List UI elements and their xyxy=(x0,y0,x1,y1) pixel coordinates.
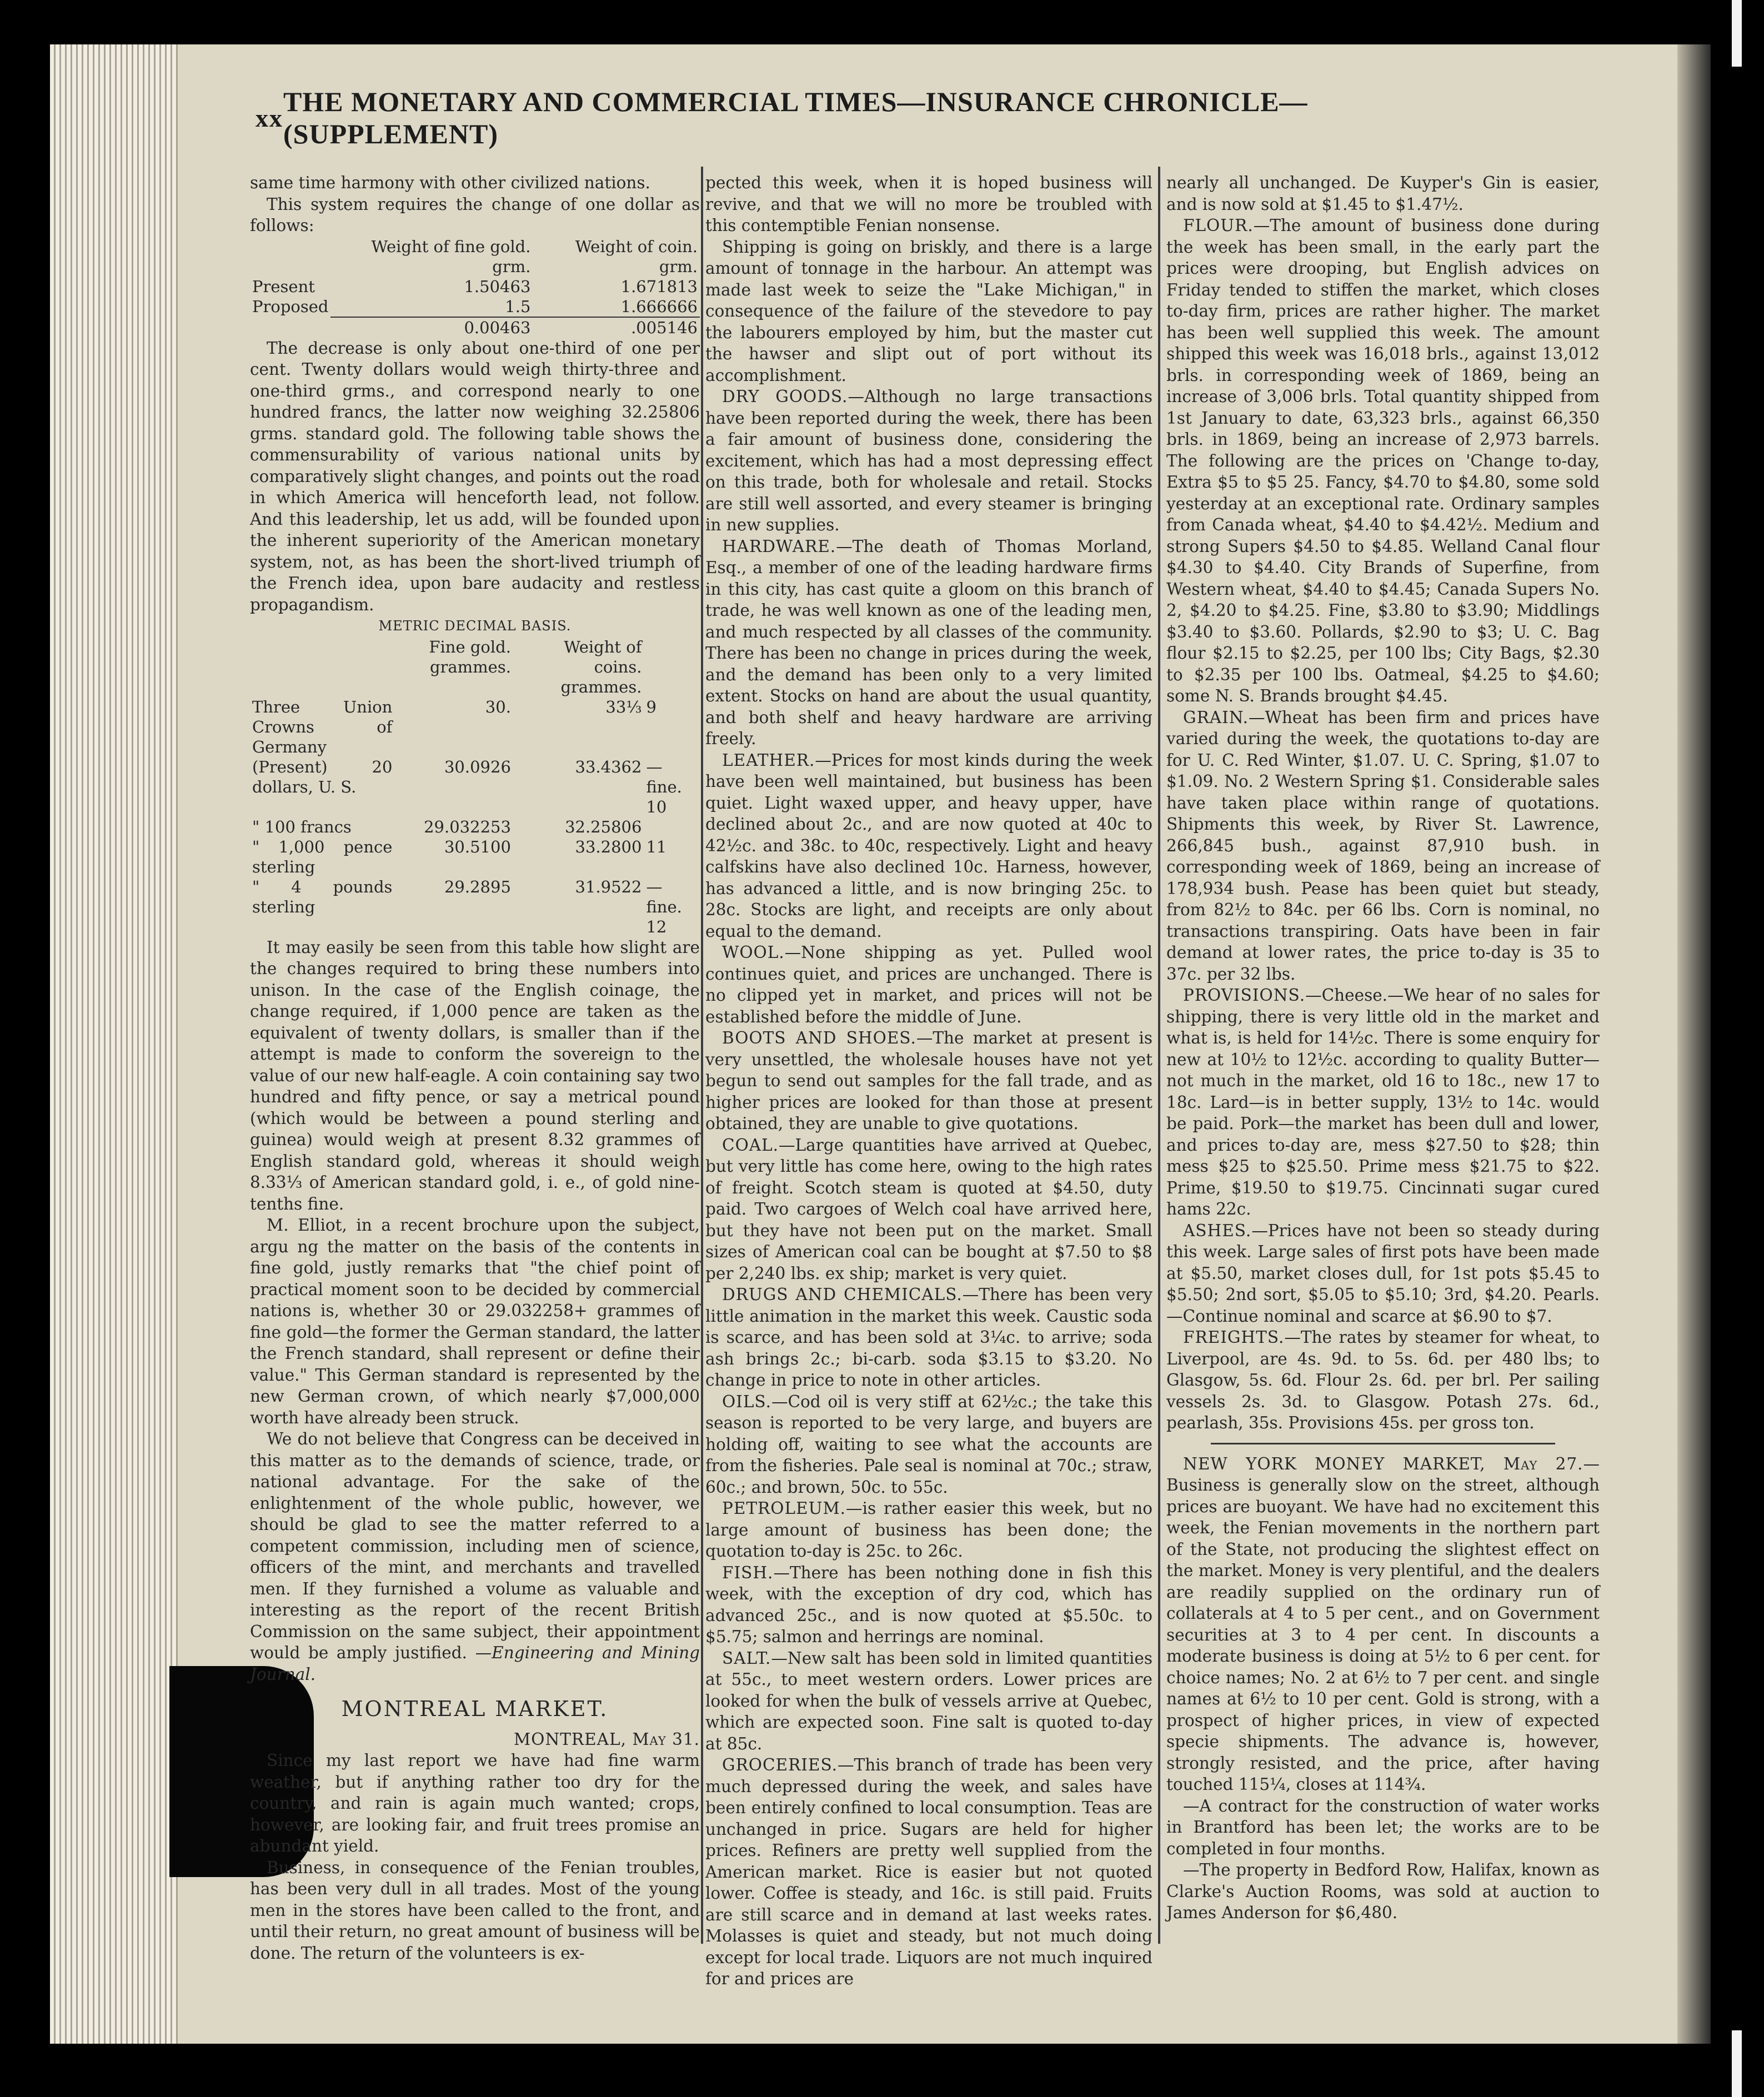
column-header: Weight of coin. grm. xyxy=(575,237,698,276)
market-entry-flour xyxy=(1166,215,1600,707)
paragraph: Since my last report we have had fine warm weather, but if anything rather too dry for the country, and rain is again much wanted; crops, however, are looking fair, and fruit trees promise an abundant yield. xyxy=(250,1751,700,1855)
entry-text: —The amount of business done during the week has been small, in the early part the prices were drooping, but English advices on Friday tended to stiffen the market, which closes to-day firm, prices are rather higher. The market has been well supplied this week. The amount shipped this week was 16,018 brls., against 13,012 brls. in corresponding week of 1869, being an increase of 3,006 brls. Total quantity shipped from 1st January to date, 63,323 brls., against 66,350 brls. in 1869, being an increase of 2,973 barrels. The following are the prices on 'Change to-day, Extra $5 to $5 25. Fancy, $4.70 to $4.80, some sold yesterday at an exceptional rate. Ordinary samples from Canada wheat, $4.40 to $4.42½. Medium and strong Supers $4.50 to $4.85. Welland Canal flour $4.30 to $4.40. City Brands of Superfine, from Western wheat, $4.40 to $4.45; Canada Supers No. 2, $4.20 to $4.25. Fine, $3.80 to $3.90; Middlings $3.40 to $3.60. Pollards, $2.90 to $3; U. C. Bag flour $2.15 to $2.25, per 100 lbs; City Bags, $2.30 to $2.35 per 100 lbs. Oatmeal, $4.25 to $4.60; some N. S. Brands brought $4.45. xyxy=(1166,216,1600,705)
paragraph-text: We do not believe that Congress can be deceived in this matter as to the demands of science, trade, or national advantage. For the sake of the enlightenment of the whole public, however, we should be glad to see the matter referred to a competent commission, including men of science, officers of the mint, and merchants and travelled men. If they furnished a volume as valuable and interesting as the report of the recent British Commission on the same subject, their appointment would be amply justified. xyxy=(250,1429,700,1662)
table-row xyxy=(250,277,700,297)
table-cell: .005146 xyxy=(533,317,700,338)
table-cell: — fine. 12 xyxy=(646,877,682,936)
paragraph: It may easily be seen from this table how slight are the changes required to bring these numbers into unison. In the case of the English coinage, the change required, if 1,000 pence are taken as the equivalent of twenty dollars, is smaller than if the attempt is made to conform the sovereign to the value of our new half-eagle. A coin containing say two hundred and fifty pence, or say a metrical pound (which would be between a pound sterling and guinea) would weigh at present 8.32 grammes of English standard gold, whereas it should weigh 8.33⅓ of American standard gold, i. e., of gold nine-tenths fine. xyxy=(250,937,700,1213)
market-entry-new-york xyxy=(1166,1453,1600,1795)
table-cell: 11 xyxy=(646,837,667,856)
paragraph: M. Elliot, in a recent brochure upon the subject, argu ng the matter on the basis of the contents in fine gold, justly remarks that "the chief point of practical moment soon to be decided by commercial nations is, whether 30 or 29.032258+ grammes of fine gold—the former the German standard, the latter the French standard, shall represent or define their value." This German standard is represented by the new German crown, of which nearly $7,000,000 worth have already been struck. xyxy=(250,1216,700,1427)
entry-text: —There has been very little animation in the market this week. Caustic soda is scarce, and has been sold at 3¼c. to arrive; soda ash brings 2c.; bi-carb. soda $3.15 to $3.20. No change in price to note in other articles. xyxy=(705,1285,1152,1389)
entry-title: HARDWARE. xyxy=(722,536,836,556)
entry-title: PROVISIONS. xyxy=(1183,986,1306,1005)
market-entry-petroleum xyxy=(705,1498,1152,1562)
paragraph: nearly all unchanged. De Kuyper's Gin is easier, and is now sold at $1.45 to $1.47½. xyxy=(1166,173,1600,214)
row-label: Three Union Crowns of Germany xyxy=(252,697,393,756)
entry-text: —This branch of trade has been very much depressed during the week, and sales have been entirely confined to local consumption. Teas are unchanged in price. Sugars are held for higher prices. Refiners are pretty well supplied from the American market. Rice is easier but not quoted lower. Coffee is steady, and 16c. is still paid. Fruits are still scarce and in demand at last weeks rates. Molasses is quiet and steady, but not much doing except for local trade. Liquors are not much inquired for and prices are xyxy=(705,1755,1152,1988)
entry-text: —Prices for most kinds during the week have been well maintained, but business has been quiet. Light waxed upper, and heavy upper, have declined about 2c., and are now quoted at 40c to 42½c. and 38c. to 40c, respectively. Light and heavy calfskins have also declined 10c. Harness, however, has advanced a little, and is now bringing 25c. to 28c. Stocks are light, and receipts are only about equal to the demand. xyxy=(705,750,1152,941)
paragraph: This system requires the change of one dollar as follows: xyxy=(250,194,700,235)
paragraph: The decrease is only about one-third of one per cent. Twenty dollars would weigh thirty-three and one-third grms., and correspond nearly to one hundred francs, the latter now weighing 32.25806 grms. standard gold. The following table shows the commensurability of various national units by comparatively slight changes, and points out the road in which America will henceforth lead, not follow. And this leadership, let us add, will be founded upon the inherent superiority of the American monetary system, not, as has been the short-lived triumph of the French idea, upon bare audacity and restless propagandism. xyxy=(250,338,700,614)
table-cell: 1.671813 xyxy=(620,277,698,296)
table-cell: 30.5100 xyxy=(444,837,511,856)
entry-text: —The rates by steamer for wheat, to Liverpool, are 4s. 9d. to 5s. 6d. per 480 lbs; to Glasgow, 5s. 6d. Flour 2s. 6d. per brl. Per sailing vessels 2s. 3d. to Glasgow. Potash 27s. 6d., pearlash, 35s. Provisions 45s. per gross ton. xyxy=(1166,1328,1600,1432)
page-edges xyxy=(50,44,178,2044)
entry-title: PETROLEUM. xyxy=(722,1499,846,1518)
market-entry-oils xyxy=(705,1391,1152,1498)
table-cell: 1.5 xyxy=(505,297,531,316)
market-entry-ashes xyxy=(1166,1220,1600,1327)
entry-title: DRY GOODS. xyxy=(722,387,848,406)
entry-title: GROCERIES. xyxy=(722,1755,838,1774)
running-title: THE MONETARY AND COMMERCIAL TIMES—INSURANCE CHRONICLE—(SUPPLEMENT) xyxy=(283,86,1308,149)
dateline: MONTREAL, May 31. xyxy=(514,1729,700,1749)
table-header-row xyxy=(250,237,700,277)
table-title: METRIC DECIMAL BASIS. xyxy=(378,618,572,634)
table-cell: 30. xyxy=(485,697,511,716)
table-row xyxy=(250,757,700,817)
market-entry-grain xyxy=(1166,707,1600,985)
column-header: Weight of fine gold. grm. xyxy=(371,237,531,276)
entry-title: ASHES. xyxy=(1183,1221,1252,1240)
weight-table xyxy=(250,237,700,338)
table-cell: — fine. 10 xyxy=(646,757,682,816)
table-row xyxy=(250,877,700,937)
market-entry-drugs xyxy=(705,1284,1152,1391)
paragraph: Business, in consequence of the Fenian troubles, has been very dull in all trades. Most of the young men in the stores have been called to the front, and until their return, no great amount of business will be done. The return of the volunteers is ex- xyxy=(250,1858,700,1963)
column-rule xyxy=(701,167,703,1944)
table-cell: 29.2895 xyxy=(444,877,511,896)
paragraph: —The property in Bedford Row, Halifax, known as Clarke's Auction Rooms, was sold at auction to James Anderson for $6,480. xyxy=(1166,1860,1600,1922)
paragraph: Shipping is going on briskly, and there is a large amount of tonnage in the harbour. An attempt was made last week to seize the "Lake Michigan," in consequence of the failure of the stevedore to pay the labourers employed by him, but the master cut the hawser and slipt out of port without its accomplishment. xyxy=(705,237,1152,385)
market-entry-boots xyxy=(705,1027,1152,1135)
entry-title: WOOL. xyxy=(722,943,785,962)
entry-title: FLOUR. xyxy=(1183,216,1254,235)
table-cell xyxy=(644,817,700,837)
entry-text: —Although no large transactions have been reported during the week, there has been a fair amount of business done, considering the excitement, which has had a most depressing effect on this trade, both for wholesale and retail. Stocks are still well assorted, and every steamer is bringing in new supplies. xyxy=(705,387,1152,534)
ornamental-rule xyxy=(1211,1443,1555,1444)
entry-title: NEW YORK MONEY MARKET, May 27. xyxy=(1183,1454,1583,1473)
source-credit: —Engineering and Mining Journal. xyxy=(250,1643,700,1684)
entry-text: —There has been nothing done in fish this week, with the exception of dry cod, which has advanced 25c., and is now quoted at $5.50c. to $5.75; salmon and herrings are nominal. xyxy=(705,1563,1152,1646)
paragraph: —A contract for the construction of water works in Brantford has been let; the works are to be completed in four months. xyxy=(1166,1796,1600,1858)
table-row xyxy=(250,297,700,317)
market-entry-freights xyxy=(1166,1327,1600,1434)
market-entry-wool xyxy=(705,942,1152,1027)
table-row xyxy=(250,837,700,877)
metric-table xyxy=(250,637,700,937)
column-1 xyxy=(250,172,700,1963)
table-cell: 33.4362 xyxy=(575,757,642,776)
entry-text: —The market at present is very unsettled, the wholesale houses have not yet begun to send out samples for the fall trade, and as higher prices are looked for than those at present obtained, they are unable to give quotations. xyxy=(705,1029,1152,1133)
table-cell: 29.032253 xyxy=(424,817,511,836)
table-cell: 32.25806 xyxy=(565,817,642,836)
page-header xyxy=(255,86,1522,149)
market-entry-hardware xyxy=(705,536,1152,750)
entry-title: GRAIN. xyxy=(1183,708,1249,727)
right-edge xyxy=(1677,44,1711,2044)
row-label: Present xyxy=(252,277,315,296)
entry-text: —New salt has been sold in limited quantities at 55c., to meet western orders. Lower prices are looked for when the bulk of vessels arrive at Quebec, which are expected soon. Fine salt is quoted to-day at 85c. xyxy=(705,1648,1152,1753)
page-number: xx xyxy=(255,103,283,132)
entry-title: BOOTS AND SHOES. xyxy=(722,1029,916,1047)
row-label: " 4 pounds sterling xyxy=(252,877,393,916)
table-row xyxy=(250,697,700,757)
market-entry-dry-goods xyxy=(705,386,1152,536)
table-row xyxy=(250,817,700,837)
table-cell: 31.9522 xyxy=(575,877,642,896)
entry-text: —Prices have not been so steady during this week. Large sales of first pots have been made at $5.50, market closes dull, for 1st pots $5.45 to $5.50; 2nd sort, $5.05 to $5.10; 3rd, $4.20. Pearls.—Continue nominal and scarce at $6.90 to $7. xyxy=(1166,1221,1600,1326)
table-cell: 1.666666 xyxy=(620,297,698,316)
column-header: Weight of coins. grammes. xyxy=(560,637,642,696)
entry-text: —is rather easier this week, but no large amount of business has been done; the quotation to-day is 25c. to 26c. xyxy=(705,1499,1152,1561)
table-cell: 0.00463 xyxy=(330,317,533,338)
row-label: Proposed xyxy=(252,297,329,316)
column-2 xyxy=(705,172,1152,1988)
table-cell: 33⅓ xyxy=(605,697,642,716)
table-cell: 30.0926 xyxy=(444,757,511,776)
entry-text: —The death of Thomas Morland, Esq., a member of one of the leading hardware firms in this city, has cast quite a gloom on this branch of trade, he was well known as one of the leading men, and much respected by all classes of the community. There has been no change in prices during the week, and the demand has been only to a very limited extent. Stocks on hand are about the usual quantity, and both shelf and heavy hardware are arriving freely. xyxy=(705,536,1152,748)
entry-text: —Cheese.—We hear of no sales for shipping, there is very little old in the market and what is, is held for 14½c. There is some enquiry for new at 10½ to 12½c. according to quality Butter—not much in the market, old 16 to 18c., new 17 to 18c. Lard—is in better supply, 13½ to 14c. would be paid. Pork—the market has been dull and lower, and prices to-day are, mess $27.50 to $28; thin mess $25 to $25.50. Prime mess $21.75 to $22. Prime, $19.50 to $19.75. Cincinnati sugar cured hams 22c. xyxy=(1166,986,1600,1218)
entry-title: COAL. xyxy=(722,1135,779,1155)
paragraph: same time harmony with other civilized nations. xyxy=(250,173,650,192)
entry-title: SALT. xyxy=(722,1648,771,1668)
paragraph: pected this week, when it is hoped business will revive, and that we will no more be troubled with this contemptible Fenian nonsense. xyxy=(705,173,1152,235)
entry-text: —Cod oil is very stiff at 62½c.; the take this season is reported to be very large, and buyers are holding off, waiting to see what the accounts are from the fisheries. Pale seal is nominal at 70c.; straw, 60c.; and brown, 50c. to 55c. xyxy=(705,1392,1152,1497)
table-cell: 1.50463 xyxy=(464,277,531,296)
column-3 xyxy=(1166,172,1600,1949)
row-label: " 100 francs xyxy=(252,817,352,836)
row-label: " 1,000 pence sterling xyxy=(252,837,393,876)
entry-text: —Business is generally slow on the street, although prices are buoyant. We have had no excitement this week, the Fenian movements in the northern part of the State, not producing the slightest effect on the market. Money is very plentiful, and the dealers are readily supplied on the ordinary run of collaterals at 4 to 5 per cent., and on Government securities at 3 to 4 per cent. In discounts a moderate business is doing at 5½ to 6 per cent. for choice names; No. 2 at 6½ to 7 per cent. and single names at 6½ to 10 per cent. Gold is strong, with a prospect of higher prices, in view of expected specie shipments. The advance is, however, strongly resisted, and the price, after having touched 115¼, closes at 114¾. xyxy=(1166,1454,1600,1794)
entry-title: DRUGS AND CHEMICALS. xyxy=(722,1285,963,1304)
market-entry-groceries xyxy=(705,1754,1152,1990)
entry-text: —Large quantities have arrived at Quebec, but very little has come here, owing to the high rates of freight. Scotch steam is quoted at $4.50, duty paid. Two cargoes of Welch coal have arrived here, but they have not been put on the market. Small sizes of American coal can be bought at $7.50 to $8 per 2,240 lbs. ex ship; market is very quiet. xyxy=(705,1135,1152,1283)
entry-text: —None shipping as yet. Pulled wool continues quiet, and prices are unchanged. There is no clipped yet in market, and prices will not be established before the middle of June. xyxy=(705,943,1152,1026)
row-label: (Present) 20 dollars, U. S. xyxy=(252,757,393,796)
column-rule xyxy=(1158,167,1160,1944)
entry-title: LEATHER. xyxy=(722,750,815,770)
market-entry-provisions xyxy=(1166,985,1600,1220)
film-edge-mark xyxy=(1732,0,1742,67)
section-heading: MONTREAL MARKET. xyxy=(341,1697,609,1721)
market-entry-leather xyxy=(705,750,1152,942)
paragraph xyxy=(250,1428,700,1685)
table-header-row xyxy=(250,637,700,697)
entry-title: OILS. xyxy=(722,1392,771,1411)
table-cell: 9 xyxy=(646,697,657,716)
entry-title: FISH. xyxy=(722,1563,774,1582)
market-entry-coal xyxy=(705,1135,1152,1285)
film-edge-mark xyxy=(1732,2030,1742,2097)
table-row xyxy=(250,317,700,338)
market-entry-fish xyxy=(705,1562,1152,1648)
market-entry-salt xyxy=(705,1648,1152,1755)
entry-title: FREIGHTS. xyxy=(1183,1328,1285,1347)
table-cell: 33.2800 xyxy=(575,837,642,856)
column-header: Fine gold. grammes. xyxy=(429,637,511,676)
entry-text: —Wheat has been firm and prices have varied during the week, the quotations to-day are for U. C. Red Winter, $1.07. U. C. Spring, $1.07 to $1.09. No. 2 Western Spring $1. Considerable sales have taken place within range of quotations. Shipments this week, by River St. Lawrence, 266,845 bush., against 87,910 bush. in corresponding week of 1869, being an increase of 178,934 bush. Pease has been quiet but steady, from 82½ to 84c. per 66 lbs. Corn is nominal, no transactions transpiring. Oats have been in fair demand at lower rates, the price to-day is 35 to 37c. per 32 lbs. xyxy=(1166,708,1600,984)
